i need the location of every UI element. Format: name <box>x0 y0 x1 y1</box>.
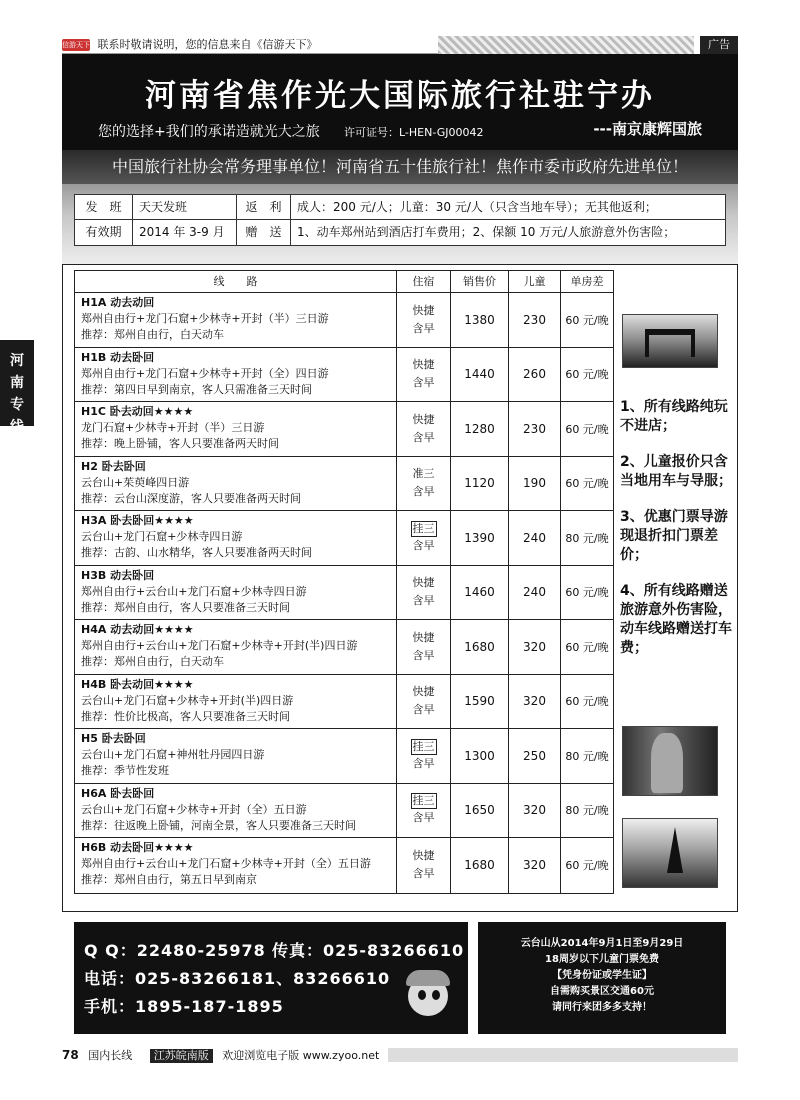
stay-breakfast: 含早 <box>412 648 435 662</box>
route-code: H2 卧去卧回 <box>81 459 146 473</box>
side-tab-char: 河 <box>10 353 24 369</box>
stay-cell <box>397 620 451 674</box>
note-item: 3、优惠门票导游现退折扣门票差价； <box>620 509 728 563</box>
price-cell: 1380 <box>451 293 509 347</box>
mobile-line: 手机：1895-187-1895 <box>84 997 284 1016</box>
info-box <box>74 194 726 246</box>
child-cell: 250 <box>509 729 561 783</box>
promo-line: 云台山从2014年9月1日至9月29日 <box>520 938 684 949</box>
header-stay: 住宿 <box>397 271 451 292</box>
single-cell: 60 元/晚 <box>565 477 609 491</box>
decor-stripes <box>438 36 694 54</box>
honors-banner: 中国旅行社协会常务理事单位！河南省五十佳旅行社！焦作市委市政府先进单位！ <box>62 150 738 184</box>
stay-breakfast: 含早 <box>412 376 435 390</box>
price-cell: 1590 <box>451 675 509 729</box>
info-row-1 <box>75 195 725 220</box>
price-cell: 1280 <box>451 402 509 456</box>
side-tab-char: 专 <box>10 397 24 413</box>
route-cell <box>75 838 397 893</box>
route-desc: 云台山+茱萸峰四日游 <box>81 475 190 489</box>
table-row <box>75 511 613 566</box>
route-rec: 推荐：郑州自由行，客人只要准备三天时间 <box>81 600 290 614</box>
route-desc: 郑州自由行+龙门石窟+少林寺+开封（半）三日游 <box>81 312 329 325</box>
header <box>62 54 738 150</box>
route-code: H3A 卧去卧回★★★★ <box>81 514 194 527</box>
notes-panel <box>620 398 732 675</box>
stay-type: 快捷 <box>412 412 435 426</box>
stay-type: 快捷 <box>412 630 435 644</box>
stay-type: 挂三 <box>412 521 435 535</box>
route-desc: 郑州自由行+云台山+龙门石窟+少林寺四日游 <box>81 584 307 598</box>
table-row <box>75 348 613 403</box>
footer <box>62 1048 738 1062</box>
route-rec: 推荐：往返晚上卧铺，河南全景，客人只要准备三天时间 <box>81 818 356 832</box>
stay-type: 挂三 <box>412 739 435 753</box>
route-cell <box>75 784 397 838</box>
header-single: 单房差 <box>570 275 604 288</box>
route-rec: 推荐：晚上卧铺，客人只要准备两天时间 <box>81 437 279 450</box>
route-cell <box>75 457 397 511</box>
route-rec: 推荐：云台山深度游，客人只要准备两天时间 <box>81 491 301 505</box>
single-cell: 60 元/晚 <box>565 640 609 654</box>
slogan: 您的选择+我们的承诺造就光大之旅 <box>98 124 320 140</box>
price-cell: 1650 <box>451 784 509 838</box>
single-cell: 60 元/晚 <box>565 859 609 873</box>
stay-cell <box>397 457 451 511</box>
price-cell: 1440 <box>451 348 509 402</box>
child-cell: 240 <box>509 566 561 620</box>
grotto-photo <box>622 726 718 796</box>
route-code: H4A 动去动回★★★★ <box>81 623 194 636</box>
stay-breakfast: 含早 <box>412 538 435 552</box>
pagoda-shape <box>667 827 683 873</box>
single-cell: 60 元/晚 <box>565 695 609 709</box>
route-code: H4B 卧去动回★★★★ <box>81 677 194 691</box>
phone-line: 电话：025-83266181、83266610 <box>84 969 391 988</box>
stay-cell <box>397 566 451 620</box>
promo-line: 自需购买景区交通60元 <box>550 986 654 997</box>
route-desc: 郑州自由行+云台山+龙门石窟+少林寺+开封(半)四日游 <box>81 639 358 652</box>
table-row <box>75 675 613 730</box>
route-cell <box>75 566 397 620</box>
rebate-value: 成人：200 元/人；儿童：30 元/人（只含当地车导）；无其他返利； <box>297 200 657 214</box>
stay-type: 快捷 <box>412 685 435 699</box>
route-desc: 云台山+龙门石窟+少林寺+开封（全）五日游 <box>81 802 307 816</box>
table-row <box>75 402 613 457</box>
price-cell: 1680 <box>451 620 509 674</box>
price-cell: 1120 <box>451 457 509 511</box>
source-note-text: 联系时敬请说明，您的信息来自《信游天下》 <box>97 38 318 51</box>
info-row-2 <box>75 220 725 245</box>
route-code: H1C 卧去动回★★★★ <box>81 405 194 418</box>
stay-breakfast: 含早 <box>412 594 435 608</box>
route-cell <box>75 729 397 783</box>
route-code: H6A 卧去卧回 <box>81 786 155 800</box>
promo-line: 请同行来团多多支持！ <box>552 1002 652 1013</box>
departure-label: 发 班 <box>75 195 133 220</box>
note-item: 4、所有线路赠送旅游意外伤害险，动车线路赠送打车费； <box>620 583 732 656</box>
stay-breakfast: 含早 <box>412 867 435 881</box>
child-cell: 230 <box>509 402 561 456</box>
validity-value: 2014 年 3-9 月 <box>133 220 237 245</box>
stay-breakfast: 含早 <box>412 321 435 335</box>
stay-type: 快捷 <box>412 576 435 590</box>
mascot-eye <box>418 990 426 1000</box>
route-code: H1A 动去动回 <box>81 296 155 309</box>
stay-cell <box>397 293 451 347</box>
single-cell: 60 元/晚 <box>565 422 609 436</box>
temple-photo <box>622 314 718 368</box>
child-cell: 320 <box>509 838 561 893</box>
route-rec: 推荐：郑州自由行，第五日早到南京 <box>81 873 257 886</box>
stay-breakfast: 含早 <box>412 756 435 770</box>
price-cell: 1680 <box>451 838 509 893</box>
brand-name: ---南京康辉国旅 <box>593 120 702 138</box>
price-cell: 1390 <box>451 511 509 565</box>
table-header <box>75 271 613 293</box>
route-rec: 推荐：第四日早到南京，客人只需准备三天时间 <box>81 382 312 396</box>
stay-breakfast: 含早 <box>412 485 435 499</box>
child-cell: 320 <box>509 675 561 729</box>
child-cell: 190 <box>509 457 561 511</box>
route-cell <box>75 511 397 565</box>
stay-type: 快捷 <box>412 358 435 372</box>
contact-box <box>74 922 468 1034</box>
price-cell: 1300 <box>451 729 509 783</box>
stay-cell <box>397 675 451 729</box>
single-cell: 60 元/晚 <box>565 586 609 600</box>
stay-type: 快捷 <box>412 849 435 863</box>
table-row <box>75 566 613 621</box>
gift-value: 1、动车郑州站到酒店打车费用；2、保额 10 万元/人旅游意外伤害险； <box>297 225 676 239</box>
stay-breakfast: 含早 <box>412 703 435 717</box>
ad-tag: 广告 <box>700 36 738 54</box>
price-cell: 1460 <box>451 566 509 620</box>
stay-breakfast: 含早 <box>412 811 435 825</box>
stay-breakfast: 含早 <box>412 430 435 444</box>
promo-line: 【凭身份证或学生证】 <box>552 970 652 981</box>
note-item: 1、所有线路纯玩不进店； <box>620 399 728 434</box>
route-code: H3B 动去卧回 <box>81 568 155 582</box>
child-cell: 320 <box>509 784 561 838</box>
side-tab-char: 线 <box>10 419 24 435</box>
stay-type: 准三 <box>412 467 435 481</box>
validity-label: 有效期 <box>75 220 133 245</box>
promo-box <box>478 922 726 1034</box>
mascot-icon <box>400 966 456 1024</box>
stay-cell <box>397 402 451 456</box>
rebate-label: 返 利 <box>237 195 291 220</box>
single-cell: 80 元/晚 <box>565 804 609 818</box>
table-row <box>75 620 613 675</box>
route-cell <box>75 675 397 729</box>
single-cell: 80 元/晚 <box>565 531 609 545</box>
route-desc: 云台山+龙门石窟+神州牡丹园四日游 <box>81 748 265 761</box>
header-route: 线 路 <box>75 271 397 292</box>
fax-line: 传真：025-83266610 <box>272 941 465 960</box>
child-cell: 320 <box>509 620 561 674</box>
route-desc: 云台山+龙门石窟+少林寺+开封(半)四日游 <box>81 693 294 707</box>
mascot-cap <box>406 970 450 986</box>
magazine-logo: 信游天下 <box>62 41 90 49</box>
child-cell: 230 <box>509 293 561 347</box>
route-code: H6B 动去卧回★★★★ <box>81 841 194 854</box>
routes-table <box>74 270 614 894</box>
route-rec: 推荐：郑州自由行，白天动车 <box>81 328 224 341</box>
mascot-eye <box>432 990 440 1000</box>
route-rec: 推荐：季节性发班 <box>81 764 169 777</box>
stay-cell <box>397 729 451 783</box>
route-cell <box>75 402 397 456</box>
pagoda-photo <box>622 818 718 888</box>
page-number: 78 <box>62 1048 79 1062</box>
departure-value: 天天发班 <box>133 195 237 220</box>
table-row <box>75 729 613 784</box>
footer-bar <box>388 1048 738 1062</box>
side-tab-char: 南 <box>10 375 24 391</box>
edition-tag: 江苏皖南版 <box>150 1049 213 1063</box>
stay-cell <box>397 511 451 565</box>
route-cell <box>75 620 397 674</box>
promo-line: 18周岁以下儿童门票免费 <box>545 954 659 965</box>
table-row <box>75 457 613 512</box>
license-number: 许可证号：L-HEN-GJ00042 <box>344 126 484 139</box>
header-child: 儿童 <box>509 271 561 292</box>
child-cell: 240 <box>509 511 561 565</box>
stay-cell <box>397 838 451 893</box>
page-title: 河南省焦作光大国际旅行社驻宁办 <box>145 78 655 114</box>
table-row <box>75 293 613 348</box>
gift-label: 赠 送 <box>237 220 291 245</box>
route-rec: 推荐：古韵、山水精华，客人只要准备两天时间 <box>81 546 312 559</box>
route-cell <box>75 293 397 347</box>
note-item: 2、儿童报价只含当地用车与导服； <box>620 454 732 489</box>
buddha-statue-shape <box>651 733 683 793</box>
source-note <box>62 36 438 54</box>
section-name: 国内长线 <box>88 1049 133 1062</box>
stay-cell <box>397 348 451 402</box>
route-desc: 郑州自由行+龙门石窟+少林寺+开封（全）四日游 <box>81 366 329 380</box>
route-code: H5 卧去卧回 <box>81 732 146 745</box>
route-desc: 云台山+龙门石窟+少林寺四日游 <box>81 530 243 543</box>
single-cell: 80 元/晚 <box>565 749 609 763</box>
route-desc: 龙门石窟+少林寺+开封（半）三日游 <box>81 421 265 434</box>
stay-cell <box>397 784 451 838</box>
single-cell: 60 元/晚 <box>565 368 609 382</box>
route-code: H1B 动去卧回 <box>81 350 155 364</box>
stay-type: 快捷 <box>412 303 435 317</box>
side-tab <box>0 340 34 435</box>
stay-type: 挂三 <box>412 794 435 808</box>
table-row <box>75 838 613 893</box>
route-rec: 推荐：性价比极高，客人只要准备三天时间 <box>81 709 290 723</box>
temple-gate-shape <box>645 329 695 357</box>
header-price: 销售价 <box>451 271 509 292</box>
qq-line: Q Q：22480-25978 <box>84 941 266 960</box>
child-cell: 260 <box>509 348 561 402</box>
route-desc: 郑州自由行+云台山+龙门石窟+少林寺+开封（全）五日游 <box>81 857 371 870</box>
single-cell: 60 元/晚 <box>565 313 609 327</box>
site-link[interactable]: 欢迎浏览电子版 www.zyoo.net <box>222 1049 380 1062</box>
table-row <box>75 784 613 839</box>
route-cell <box>75 348 397 402</box>
route-rec: 推荐：郑州自由行，白天动车 <box>81 655 224 668</box>
